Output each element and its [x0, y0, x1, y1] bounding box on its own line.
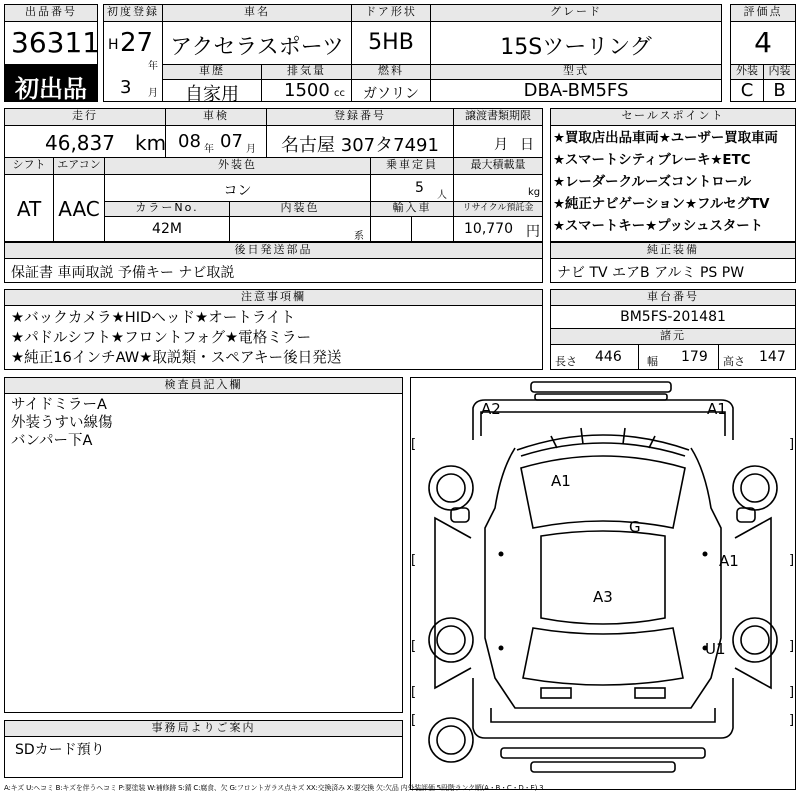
ac-label: エアコン: [53, 157, 105, 175]
capacity-cell: [370, 174, 454, 202]
score-label: 評価点: [730, 4, 796, 22]
note-line: ★パドルシフト★フロントフォグ★電格ミラー: [11, 329, 312, 346]
bracket: [: [411, 437, 417, 452]
interior-color-cell: [229, 216, 371, 242]
shift-cell: [4, 174, 54, 242]
import-label: 輸入車: [370, 201, 454, 217]
lot-number: 36311: [11, 26, 101, 59]
sales-point: ★レーダークルーズコントロール: [553, 175, 752, 190]
lot-number-label: 出品番号: [4, 4, 98, 22]
car-diagram: [411, 378, 795, 789]
damage-mark: A1: [719, 552, 739, 570]
mileage-cell: [4, 125, 166, 158]
exterior-label: 外装: [730, 64, 764, 80]
damage-mark: G: [629, 518, 641, 536]
specs-cell: [550, 344, 796, 370]
color-number: 42M: [152, 221, 182, 237]
mileage: 46,837: [45, 131, 115, 155]
recycle-deposit: 10,770: [464, 221, 513, 237]
capacity-unit: 人: [437, 190, 447, 201]
import-cell: [370, 216, 454, 242]
registration-number-label: 登録番号: [266, 108, 454, 126]
transfer-deadline-label: 譲渡書類期限: [453, 108, 543, 126]
notes-box: [4, 305, 543, 370]
recycle-cell: [453, 216, 543, 242]
damage-mark: A3: [593, 588, 613, 606]
bracket: [: [411, 713, 417, 728]
length-label: 長さ: [555, 355, 577, 368]
width: 179: [681, 349, 708, 365]
damage-diagram-box: [410, 377, 796, 790]
mileage-unit: km: [135, 131, 167, 155]
interior-label: 内装: [763, 64, 796, 80]
inspection-label: 車検: [165, 108, 267, 126]
capacity: 5: [415, 180, 424, 196]
score: 4: [754, 26, 772, 59]
history: 自家用: [185, 84, 239, 105]
car-name: アクセラスポーツ: [170, 35, 344, 60]
inspector-label: 検査員記入欄: [4, 377, 403, 394]
max-load-unit: kg: [528, 187, 541, 198]
exterior-cell: [730, 79, 764, 102]
bracket: [: [411, 639, 417, 654]
chassis-label: 車台番号: [550, 289, 796, 306]
sales-point: ★買取店出品車両★ユーザー買取車両: [553, 131, 778, 146]
model-label: 型式: [430, 64, 722, 80]
max-load-label: 最大積載量: [453, 157, 543, 175]
model-cell: [430, 79, 722, 102]
bracket: [: [411, 553, 417, 568]
inspection-cell: [165, 125, 267, 158]
displacement-label: 排気量: [261, 64, 352, 80]
inspector-box: [4, 393, 403, 713]
equipment-cell: [550, 258, 796, 283]
fuel-label: 燃料: [351, 64, 431, 80]
sales-point: ★スマートキー★プッシュスタート: [553, 219, 764, 234]
chassis-number: BM5FS-201481: [620, 309, 726, 325]
displacement: 1500: [284, 80, 330, 101]
displacement-cell: [261, 79, 352, 102]
color-number-label: カラーNo.: [104, 201, 230, 217]
width-label: 幅: [647, 355, 658, 368]
bracket: ]: [789, 639, 795, 654]
later-parts-cell: [4, 258, 543, 283]
bracket: [: [411, 685, 417, 700]
interior-color-label: 内装色: [229, 201, 371, 217]
displacement-unit: cc: [334, 88, 345, 99]
first-listing-text: 初出品: [15, 75, 87, 103]
later-parts: 保証書 車両取説 予備キー ナビ取説: [11, 265, 235, 281]
exterior-color-cell: [104, 174, 371, 202]
sales-points-box: [550, 125, 796, 242]
door-label: ドア形状: [351, 4, 431, 22]
equipment-label: 純正装備: [550, 242, 796, 259]
ac-cell: [53, 174, 105, 242]
damage-mark: U1: [705, 640, 726, 658]
lot-number-cell: [4, 21, 101, 65]
height-label: 高さ: [723, 355, 745, 368]
recycle-label: リサイクル預託金: [453, 201, 543, 217]
transfer-month-unit: 月: [494, 137, 508, 153]
sales-points-label: セールスポイント: [550, 108, 796, 126]
damage-mark: A1: [707, 400, 727, 418]
inspector-line: 外装うすい線傷: [11, 415, 113, 431]
grade-cell: [430, 21, 722, 65]
color-number-cell: [104, 216, 230, 242]
height: 147: [759, 349, 786, 365]
history-label: 車歴: [162, 64, 262, 80]
notes-label: 注意事項欄: [4, 289, 543, 306]
registration-number-cell: [266, 125, 454, 158]
office-notice-label: 事務局よりご案内: [4, 720, 403, 737]
registration-month: 3: [120, 77, 132, 98]
capacity-label: 乗車定員: [370, 157, 454, 175]
history-cell: [162, 79, 262, 105]
shift-label: シフト: [4, 157, 54, 175]
interior-grade: B: [773, 80, 786, 101]
exterior-grade: C: [740, 80, 754, 101]
office-notice-box: [4, 736, 403, 778]
fuel: ガソリン: [363, 86, 419, 102]
door-cell: [351, 21, 431, 65]
registration-year: 27: [120, 28, 154, 58]
inspector-line: サイドミラーA: [11, 397, 107, 413]
grade: 15Sツーリング: [500, 35, 652, 60]
registration-number: 名古屋 307タ7491: [281, 135, 439, 156]
ac: AAC: [58, 197, 100, 221]
equipment: ナビ TV エアB アルミ PS PW: [557, 265, 745, 281]
door-type: 5HB: [368, 30, 414, 55]
bracket: ]: [789, 437, 795, 452]
first-listing-badge: [4, 64, 98, 102]
mileage-label: 走行: [4, 108, 166, 126]
bracket: ]: [789, 713, 795, 728]
month-unit: 月: [148, 88, 158, 99]
transfer-day-unit: 日: [520, 137, 534, 153]
model: DBA-BM5FS: [523, 80, 629, 101]
note-line: ★バックカメラ★HIDヘッド★オートライト: [11, 309, 296, 326]
shift: AT: [16, 197, 42, 221]
sales-point: ★純正ナビゲーション★フルセグTV: [553, 197, 770, 212]
interior-color-unit: 系: [354, 231, 364, 242]
max-load-cell: [453, 174, 543, 202]
inspector-line: バンパー下A: [11, 433, 93, 449]
damage-mark: A1: [551, 472, 571, 490]
note-line: ★純正16インチAW★取説類・スペアキー後日発送: [11, 349, 342, 366]
inspection-month-unit: 月: [246, 144, 256, 155]
year-unit: 年: [148, 61, 158, 72]
interior-cell: [763, 79, 796, 102]
specs-label: 諸元: [550, 328, 796, 345]
bracket: ]: [789, 685, 795, 700]
sales-point: ★スマートシティブレーキ★ETC: [553, 153, 751, 168]
recycle-unit: 円: [526, 224, 540, 240]
bracket: ]: [789, 553, 795, 568]
inspection-year: 08: [178, 131, 201, 152]
transfer-deadline-cell: [453, 125, 543, 158]
car-name-cell: [162, 21, 352, 65]
chassis-cell: [550, 305, 796, 329]
legend: A:キズ U:ヘコミ B:キズを伴うヘコミ P:要塗装 W:補修跡 S:錆 C:腐食、欠 G:フロントガラス点キズ XX:交換済み X:要交換 欠:欠品 内外装評価 5段階ランク順(A・B・C・D・E) 3: [4, 784, 544, 792]
exterior-color-label: 外装色: [104, 157, 371, 175]
grade-label: グレード: [430, 4, 722, 22]
later-parts-label: 後日発送部品: [4, 242, 543, 259]
score-cell: [730, 21, 796, 65]
first-registration-label: 初度登録: [103, 4, 163, 22]
inspection-month: 07: [220, 131, 243, 152]
damage-mark: A2: [481, 400, 501, 418]
era: H: [108, 37, 119, 53]
inspection-year-unit: 年: [204, 144, 214, 155]
length: 446: [595, 349, 622, 365]
first-registration-cell: [103, 21, 163, 102]
exterior-color: コン: [223, 183, 252, 199]
office-notice: SDカード預り: [15, 742, 105, 758]
car-name-label: 車名: [162, 4, 352, 22]
fuel-cell: [351, 79, 431, 102]
